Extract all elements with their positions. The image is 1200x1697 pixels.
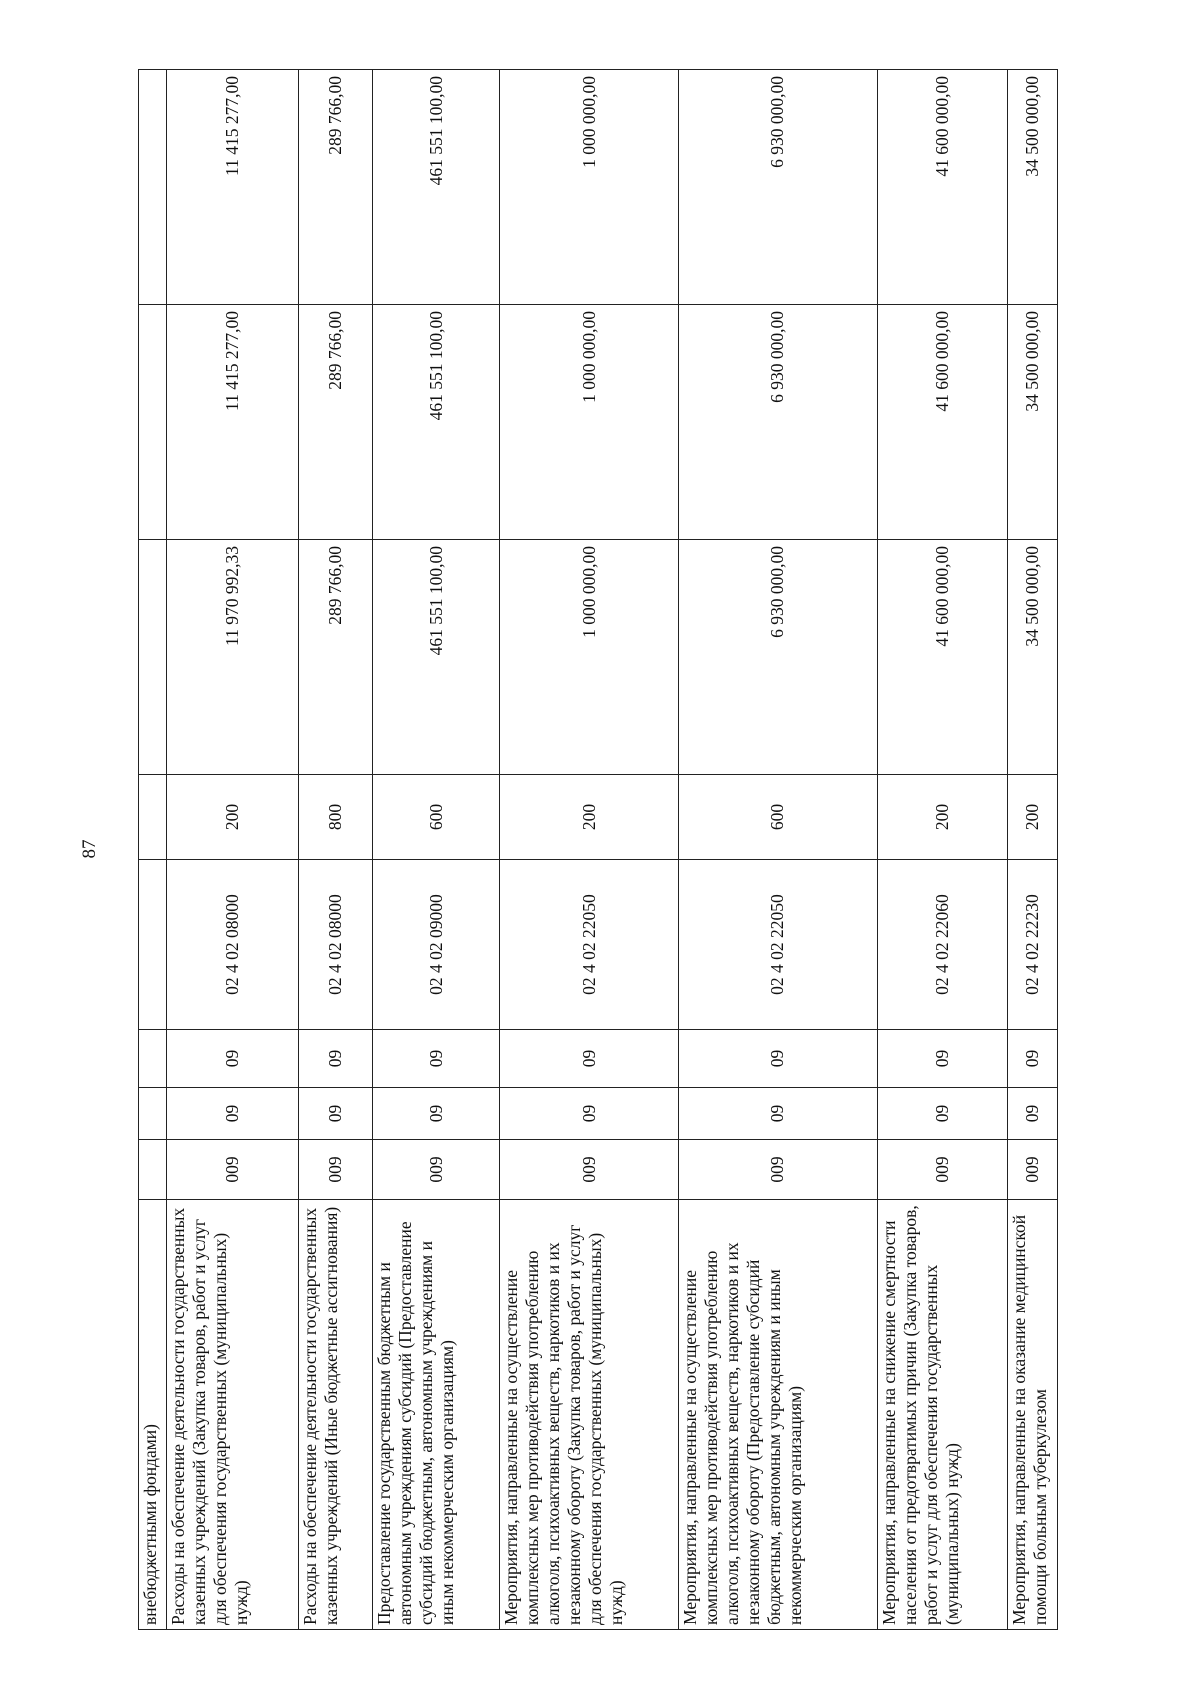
amount-1: 6 930 000,00	[678, 540, 877, 775]
rotated-table-container	[138, 70, 1058, 1630]
amount-1: 1 000 000,00	[500, 540, 678, 775]
table-row	[1007, 70, 1057, 1630]
table-row	[500, 70, 678, 1630]
row-description: Расходы на обеспечение деятельности государственных казенных учреждений (Иные бюджетные ассигнования)	[299, 1200, 372, 1630]
amount-2: 6 930 000,00	[678, 305, 877, 540]
subsection-code: 09	[299, 1030, 372, 1088]
amount-2: 289 766,00	[299, 305, 372, 540]
target-article: 02 4 02 22050	[500, 860, 678, 1030]
amount-1: 41 600 000,00	[877, 540, 1007, 775]
amount-3: 11 415 277,00	[167, 70, 299, 305]
target-article: 02 4 02 22060	[877, 860, 1007, 1030]
row-description: Предоставление государственным бюджетным и автономным учреждениям субсидий (Предоставление субсидий бюджетным, автономным учреждениям и иным некоммерческим организациям)	[372, 1200, 500, 1630]
amount-3: 34 500 000,00	[1007, 70, 1057, 305]
expense-type: 600	[372, 775, 500, 860]
row-description: Мероприятия, направленные на осуществление комплексных мер противодействия употреблению алкоголя, психоактивных веществ, наркотиков и их незаконному обороту (Предоставление субсидий бюджетным, автономным учреждениям и иным некоммерческим организациям)	[678, 1200, 877, 1630]
target-article: 02 4 02 08000	[167, 860, 299, 1030]
section-code: 09	[877, 1088, 1007, 1140]
ministry-code: 009	[1007, 1140, 1057, 1200]
row-description: Мероприятия, направленные на осуществление комплексных мер противодействия употреблению алкоголя, психоактивных веществ, наркотиков и их незаконному обороту (Закупка товаров, работ и услуг для обеспечения государственных (муниципальных) нужд)	[500, 1200, 678, 1630]
empty-cell	[139, 540, 167, 775]
expense-type: 200	[167, 775, 299, 860]
table-row	[299, 70, 372, 1630]
section-code: 09	[1007, 1088, 1057, 1140]
table-row	[372, 70, 500, 1630]
subsection-code: 09	[1007, 1030, 1057, 1088]
ministry-code: 009	[877, 1140, 1007, 1200]
table-row	[167, 70, 299, 1630]
page-number: 87	[79, 839, 100, 859]
row-description: Расходы на обеспечение деятельности государственных казенных учреждений (Закупка товаров, работ и услуг для обеспечения государственных (муниципальных) нужд)	[167, 1200, 299, 1630]
subsection-code: 09	[678, 1030, 877, 1088]
section-code: 09	[500, 1088, 678, 1140]
expense-type: 200	[877, 775, 1007, 860]
target-article: 02 4 02 08000	[299, 860, 372, 1030]
empty-cell	[139, 1140, 167, 1200]
table-row	[678, 70, 877, 1630]
expense-type: 200	[500, 775, 678, 860]
amount-2: 34 500 000,00	[1007, 305, 1057, 540]
amount-3: 289 766,00	[299, 70, 372, 305]
row-description: внебюджетными фондами)	[139, 1200, 167, 1630]
section-code: 09	[678, 1088, 877, 1140]
amount-1: 34 500 000,00	[1007, 540, 1057, 775]
empty-cell	[139, 1088, 167, 1140]
row-description: Мероприятия, направленные на снижение смертности населения от предотвратимых причин (Закупка товаров, работ и услуг для обеспечения государственных (муниципальных) нужд)	[877, 1200, 1007, 1630]
section-code: 09	[299, 1088, 372, 1140]
target-article: 02 4 02 22050	[678, 860, 877, 1030]
amount-2: 11 415 277,00	[167, 305, 299, 540]
empty-cell	[139, 1030, 167, 1088]
amount-3: 6 930 000,00	[678, 70, 877, 305]
subsection-code: 09	[167, 1030, 299, 1088]
expense-type: 800	[299, 775, 372, 860]
ministry-code: 009	[372, 1140, 500, 1200]
empty-cell	[139, 70, 167, 305]
amount-2: 41 600 000,00	[877, 305, 1007, 540]
amount-1: 461 551 100,00	[372, 540, 500, 775]
empty-cell	[139, 860, 167, 1030]
amount-1: 11 970 992,33	[167, 540, 299, 775]
section-code: 09	[372, 1088, 500, 1140]
subsection-code: 09	[372, 1030, 500, 1088]
expense-type: 600	[678, 775, 877, 860]
ministry-code: 009	[678, 1140, 877, 1200]
target-article: 02 4 02 09000	[372, 860, 500, 1030]
budget-table	[138, 69, 1058, 1630]
row-description: Мероприятия, направленные на оказание медицинской помощи больным туберкулезом	[1007, 1200, 1057, 1630]
subsection-code: 09	[877, 1030, 1007, 1088]
amount-2: 1 000 000,00	[500, 305, 678, 540]
empty-cell	[139, 305, 167, 540]
amount-1: 289 766,00	[299, 540, 372, 775]
ministry-code: 009	[500, 1140, 678, 1200]
ministry-code: 009	[167, 1140, 299, 1200]
table-row	[139, 70, 167, 1630]
expense-type: 200	[1007, 775, 1057, 860]
amount-3: 461 551 100,00	[372, 70, 500, 305]
amount-2: 461 551 100,00	[372, 305, 500, 540]
table-row	[877, 70, 1007, 1630]
target-article: 02 4 02 22230	[1007, 860, 1057, 1030]
section-code: 09	[167, 1088, 299, 1140]
ministry-code: 009	[299, 1140, 372, 1200]
amount-3: 1 000 000,00	[500, 70, 678, 305]
empty-cell	[139, 775, 167, 860]
amount-3: 41 600 000,00	[877, 70, 1007, 305]
subsection-code: 09	[500, 1030, 678, 1088]
